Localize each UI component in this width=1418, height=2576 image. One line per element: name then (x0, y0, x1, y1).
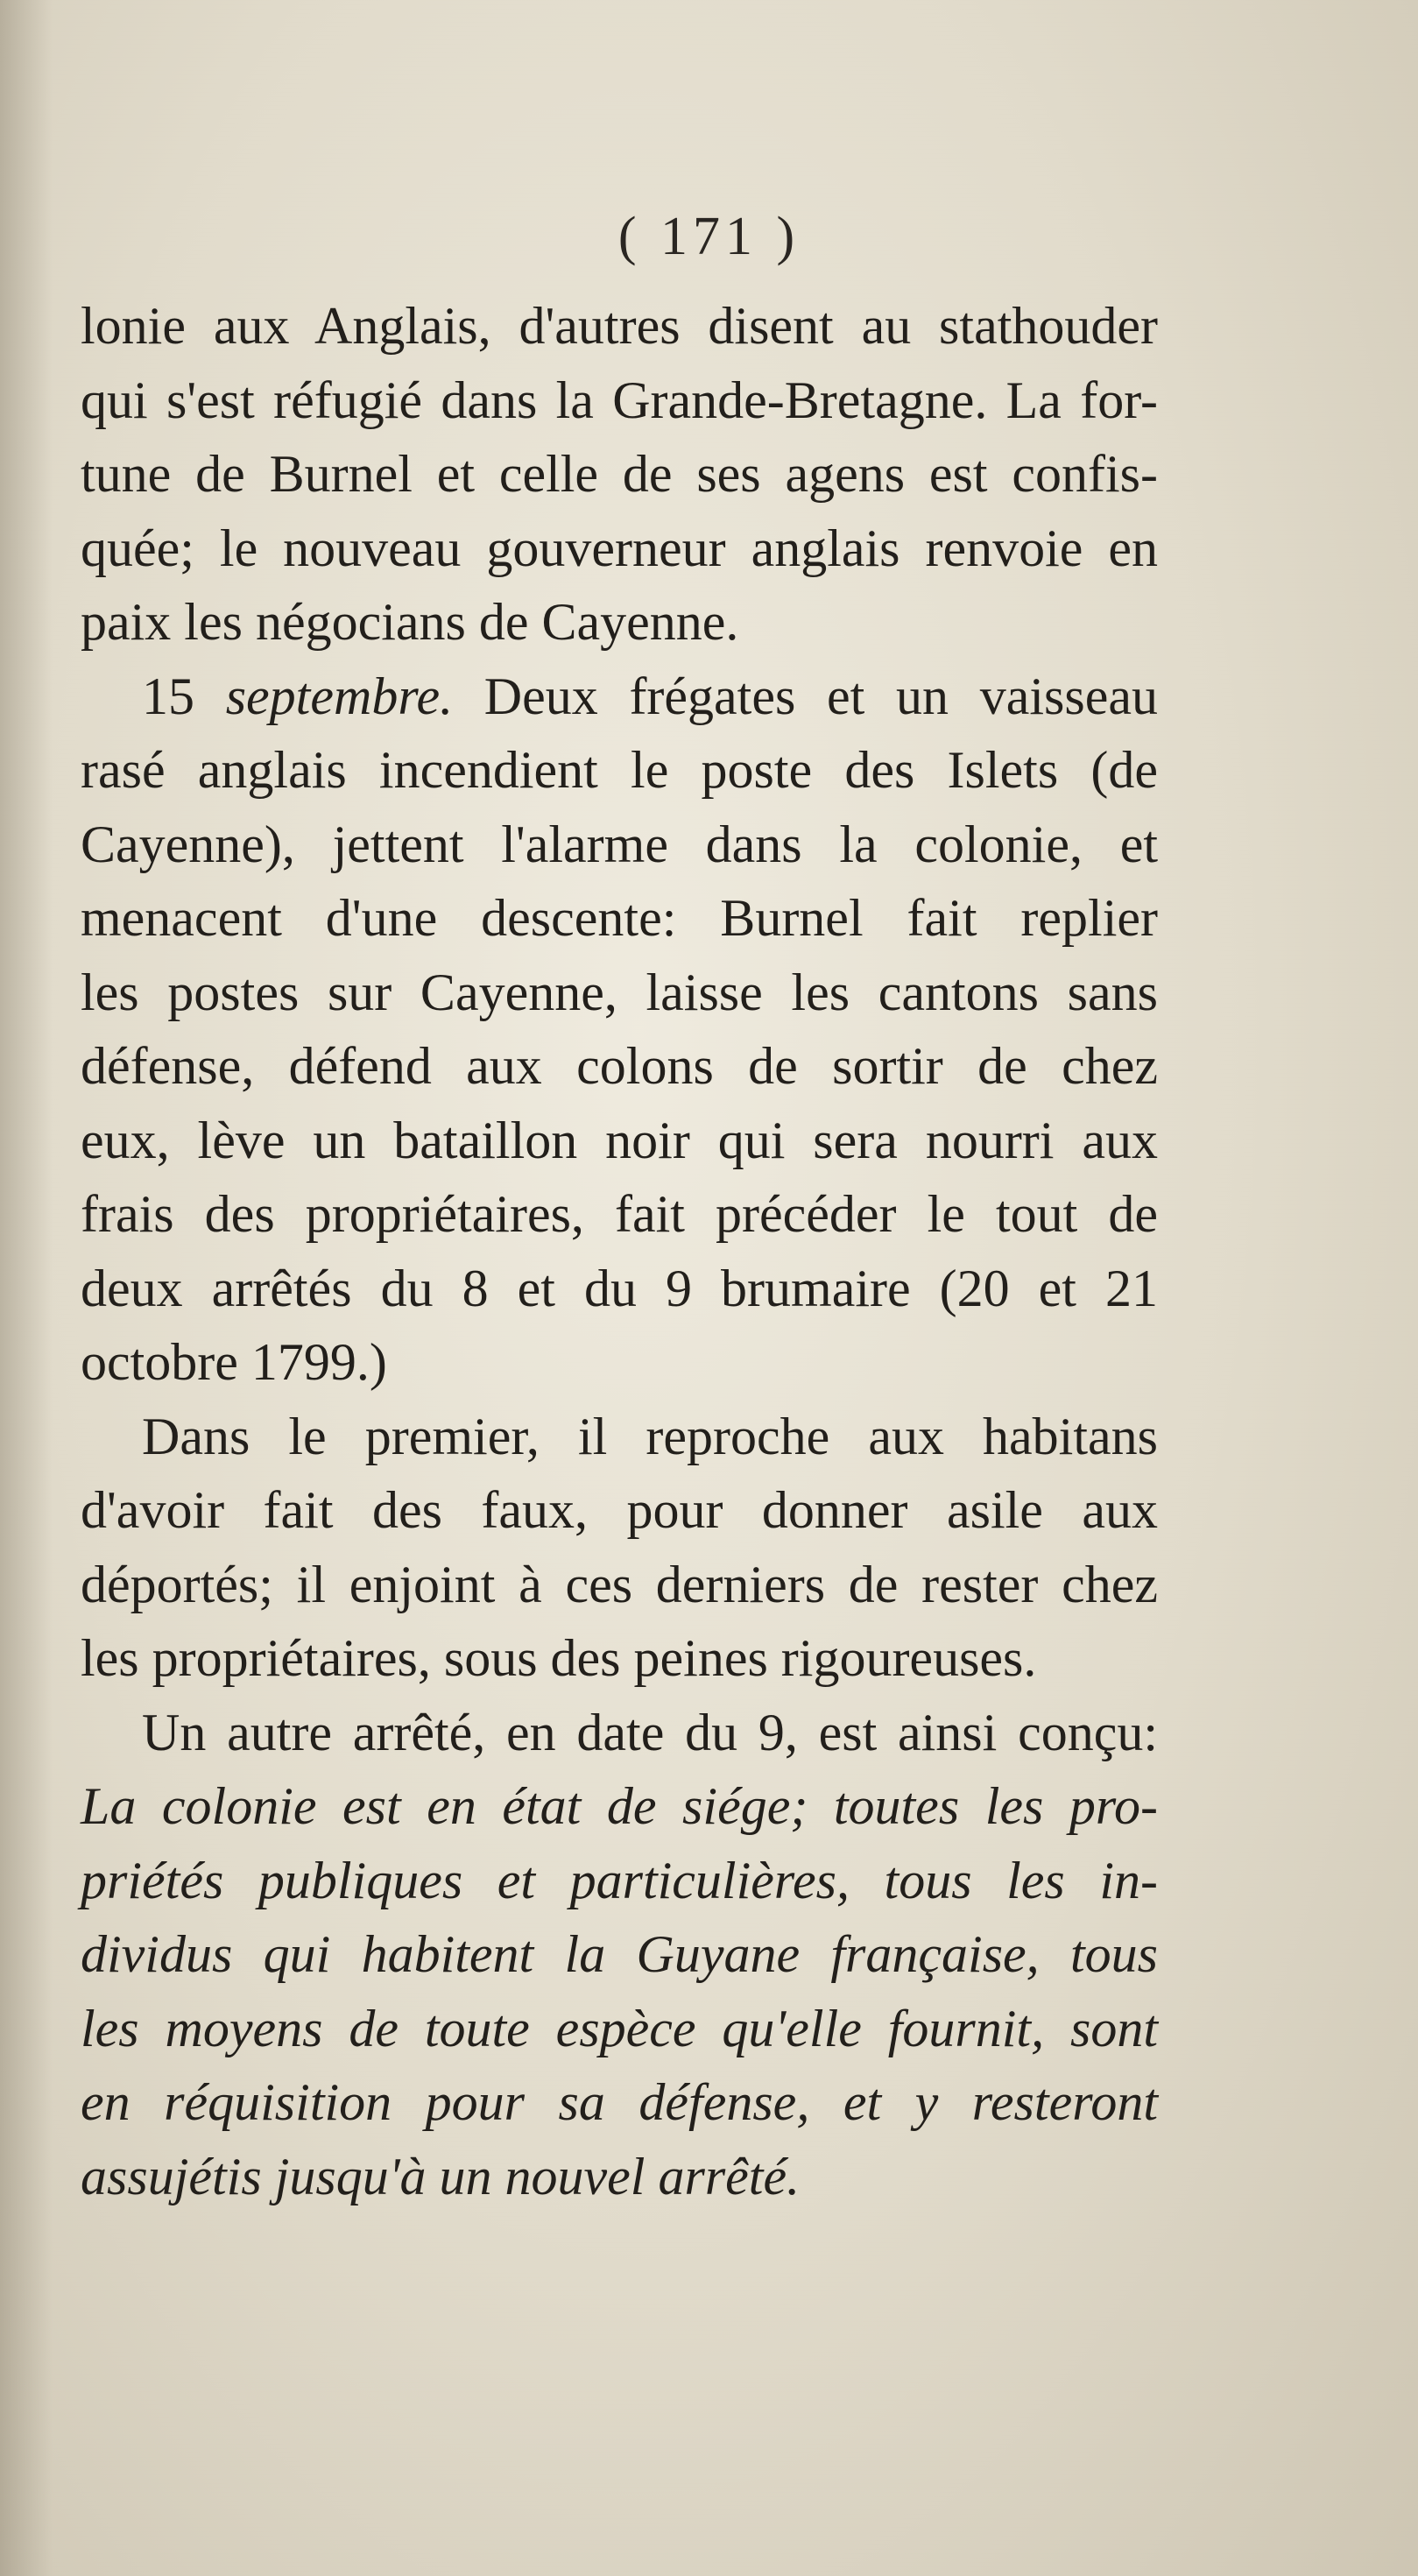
body-text (81, 289, 1158, 2213)
dated-paragraph-line (81, 660, 1158, 734)
text-span: Deux frégates et un vaisseau (483, 667, 1158, 725)
text-line: menacent d'une descente: Burnel fait replier (81, 889, 1158, 947)
page-number: ( 171 ) (617, 207, 801, 266)
text-line: tune de Burnel et celle de ses agens est confis- (81, 445, 1158, 503)
text-line: Dans le premier, il reproche aux habitans (142, 1407, 1158, 1465)
text-line: lonie aux Anglais, d'autres disent au stathouder (81, 297, 1158, 355)
text-line: d'avoir fait des faux, pour donner asile aux (81, 1481, 1158, 1539)
text-line: octobre 1799.) (81, 1333, 387, 1391)
spine-shadow (0, 0, 53, 2576)
text-line: Cayenne), jettent l'alarme dans la colonie, et (81, 815, 1158, 873)
italic-text-line: les moyens de toute espèce qu'elle fournit, sont (81, 1999, 1158, 2057)
italic-text-line: dividus qui habitent la Guyane française, tous (81, 1925, 1158, 1983)
italic-text-line: en réquisition pour sa défense, et y resteront (81, 2073, 1158, 2131)
italic-text-line: priétés publiques et particulières, tous les in- (81, 1851, 1158, 1909)
text-line: rasé anglais incendient le poste des Islets (de (81, 741, 1158, 799)
italic-text-line: La colonie est en état de siége; toutes les pro- (81, 1777, 1158, 1835)
text-line: déportés; il enjoint à ces derniers de rester chez (81, 1555, 1158, 1613)
text-line: deux arrêtés du 8 et du 9 brumaire (20 et 21 (81, 1259, 1158, 1317)
date-month: septembre. (225, 667, 454, 725)
text-line: les postes sur Cayenne, laisse les cantons sans (81, 963, 1158, 1021)
text-line: quée; le nouveau gouverneur anglais renvoie en (81, 519, 1158, 577)
text-line: Un autre arrêté, en date du 9, est ainsi conçu: (142, 1703, 1158, 1761)
text-line: eux, lève un bataillon noir qui sera nourri aux (81, 1111, 1158, 1169)
italic-text-line: assujétis jusqu'à un nouvel arrêté. (81, 2147, 801, 2205)
text-line: paix les négocians de Cayenne. (81, 593, 739, 651)
date-day: 15 (142, 667, 194, 725)
text-line: défense, défend aux colons de sortir de chez (81, 1037, 1158, 1095)
text-line: frais des propriétaires, fait précéder le tout de (81, 1185, 1158, 1243)
text-line: qui s'est réfugié dans la Grande-Bretagne. La for- (81, 371, 1158, 429)
text-line: les propriétaires, sous des peines rigoureuses. (81, 1629, 1037, 1687)
